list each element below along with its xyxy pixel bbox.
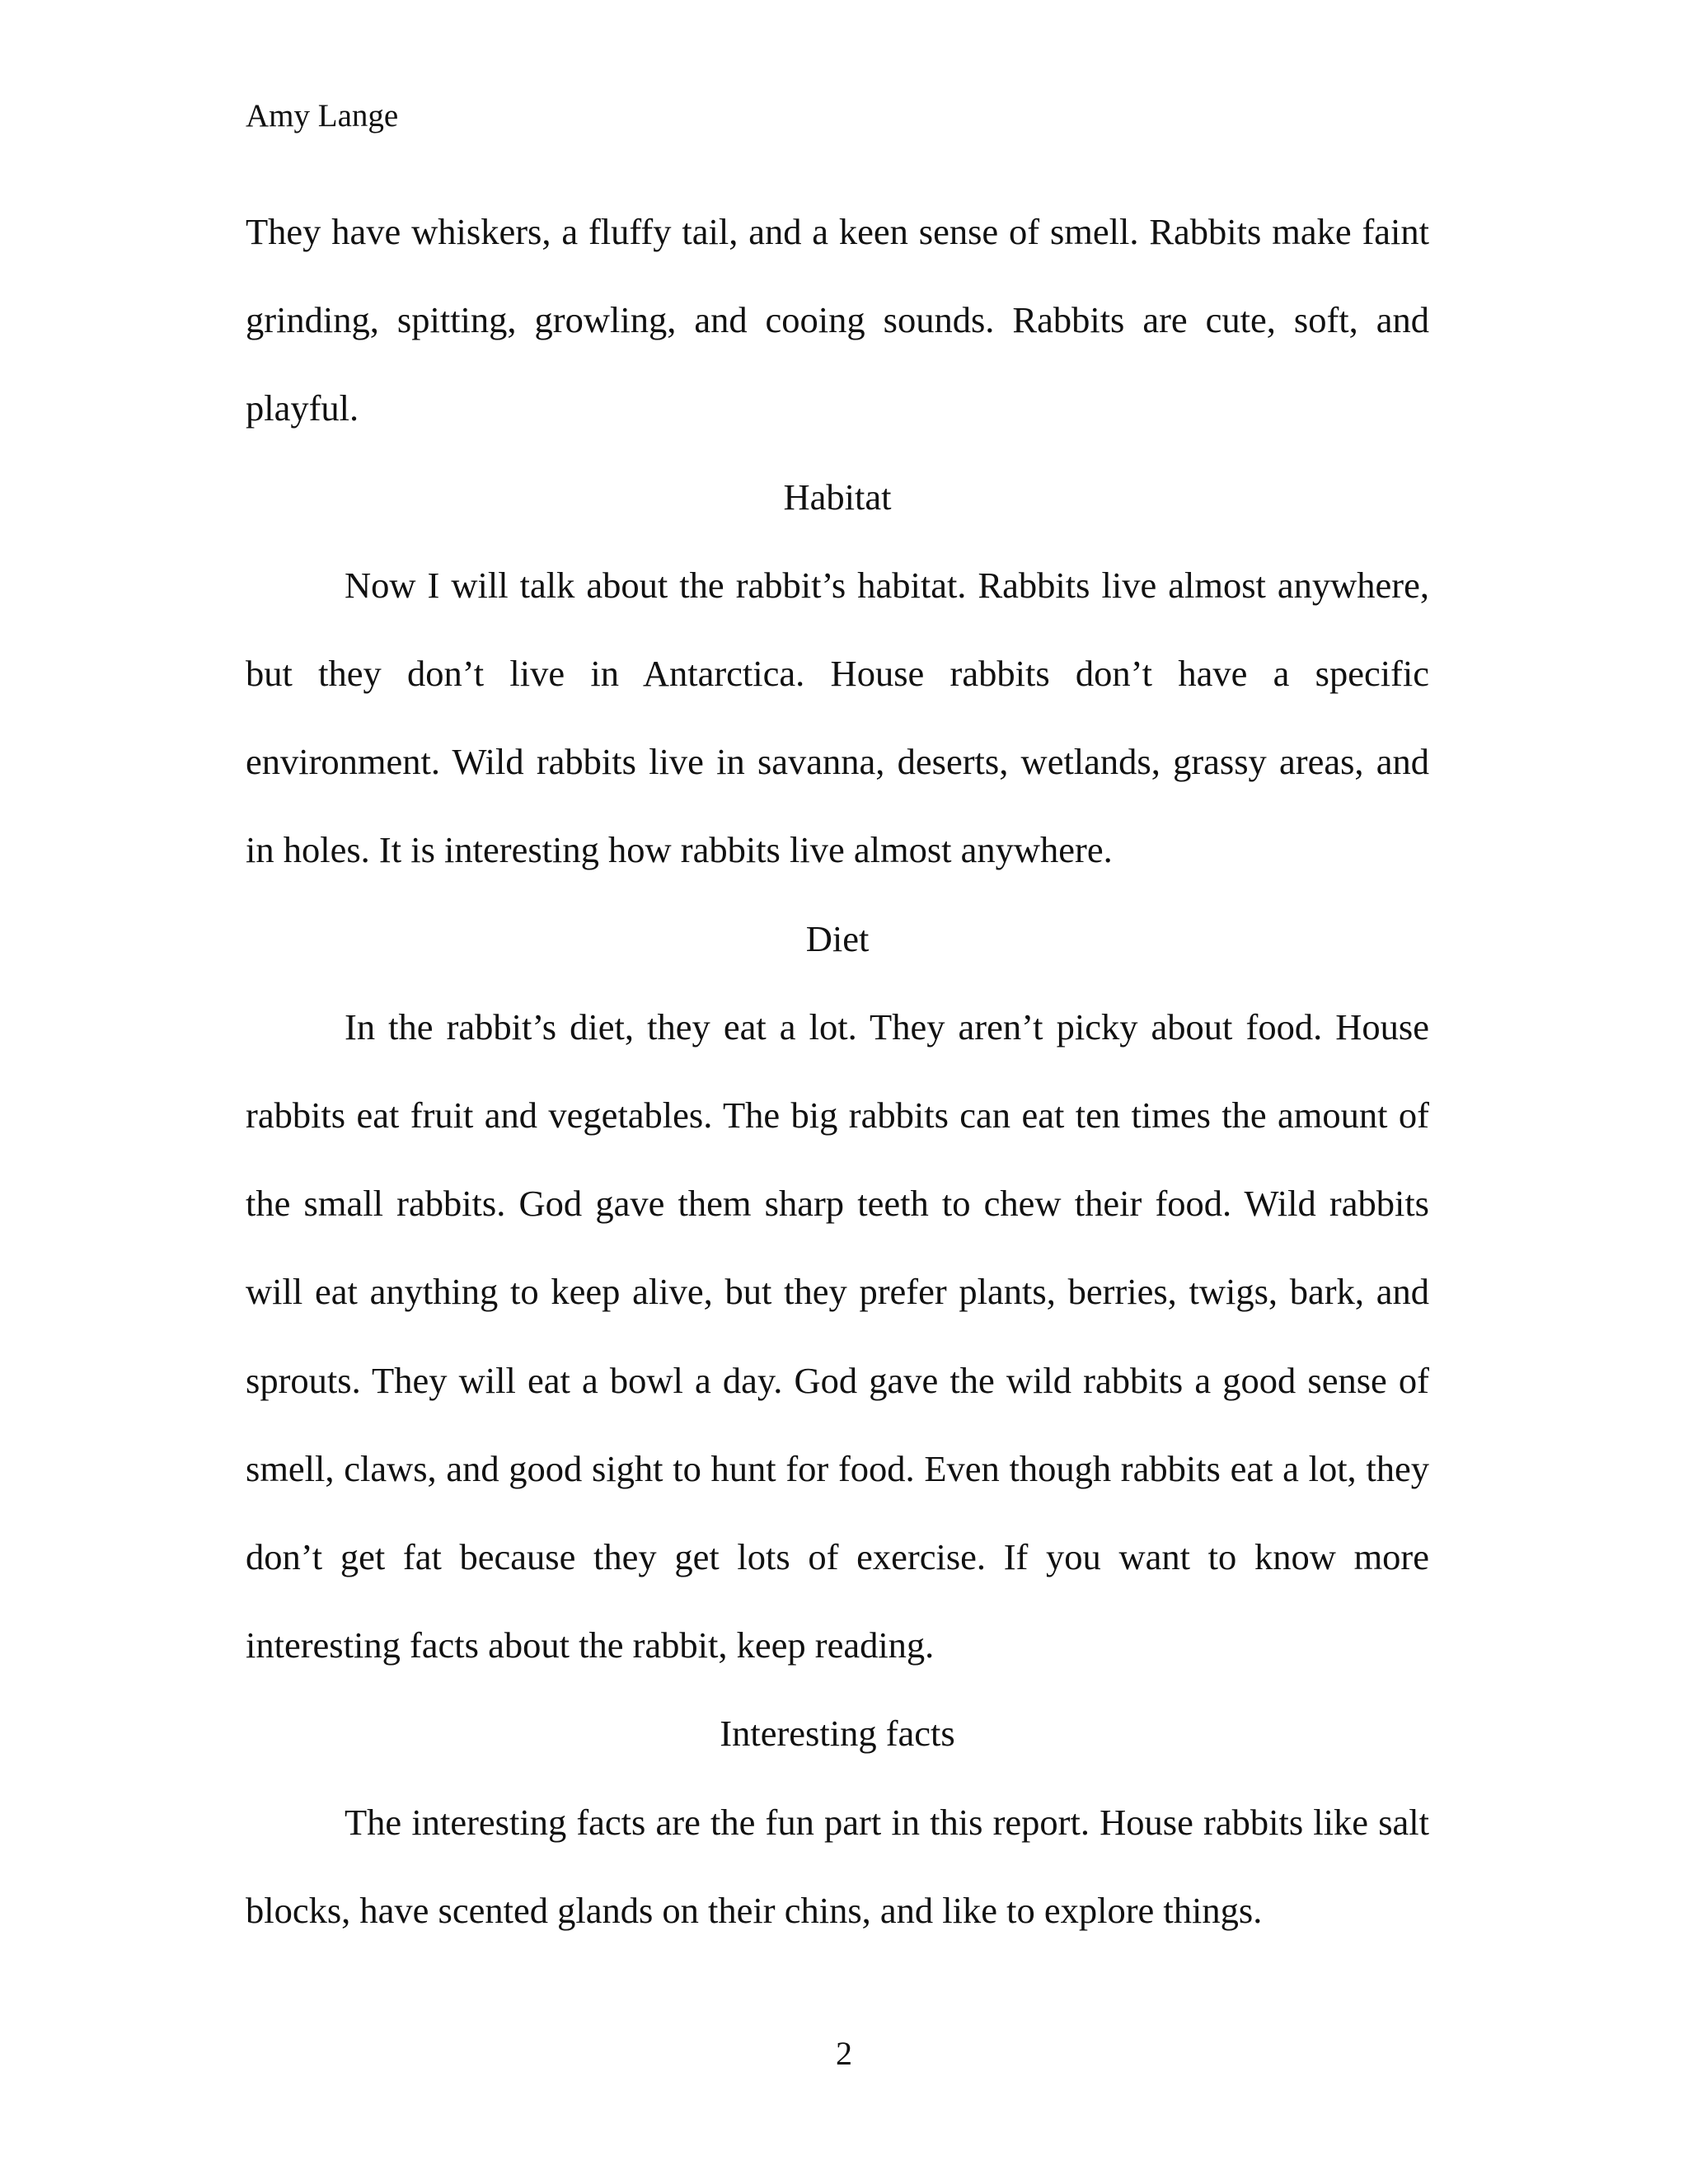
report-body: [246, 188, 1429, 1955]
section-heading-diet: Diet: [805, 917, 870, 959]
page-number: 2: [836, 2035, 852, 2072]
section-heading-habitat: Habitat: [783, 476, 892, 518]
running-header-author: Amy Lange: [246, 98, 399, 134]
intro-paragraph: They have whiskers, a fluffy tail, and a keen sense of smell. Rabbits make faint grinding, spitting, growling, and cooing sounds. Rabbits are cute, soft, and playful.: [246, 211, 1429, 429]
habitat-paragraph: Now I will talk about the rabbit’s habitat. Rabbits live almost anywhere, but they don’t live in Antarctica. House rabbits don’t have a specific environment. Wild rabbits live in savanna, deserts, wetlands, grassy areas, and in holes. It is interesting how rabbits live almost anywhere.: [246, 564, 1429, 871]
diet-paragraph: In the rabbit’s diet, they eat a lot. They aren’t picky about food. House rabbits eat fruit and vegetables. The big rabbits can eat ten times the amount of the small rabbits. God gave them sharp teeth to chew their food. Wild rabbits will eat anything to keep alive, but they prefer plants, berries, twigs, bark, and sprouts. They will eat a bowl a day. God gave the wild rabbits a good sense of smell, claws, and good sight to hunt for food. Even though rabbits eat a lot, they don’t get fat because they get lots of exercise. If you want to know more interesting facts about the rabbit, keep reading.: [246, 1005, 1429, 1666]
section-heading-interesting-facts: Interesting facts: [720, 1713, 955, 1755]
interesting-facts-paragraph: The interesting facts are the fun part in this report. House rabbits like salt blocks, have scented glands on their chins, and like to explore things.: [246, 1801, 1429, 1931]
